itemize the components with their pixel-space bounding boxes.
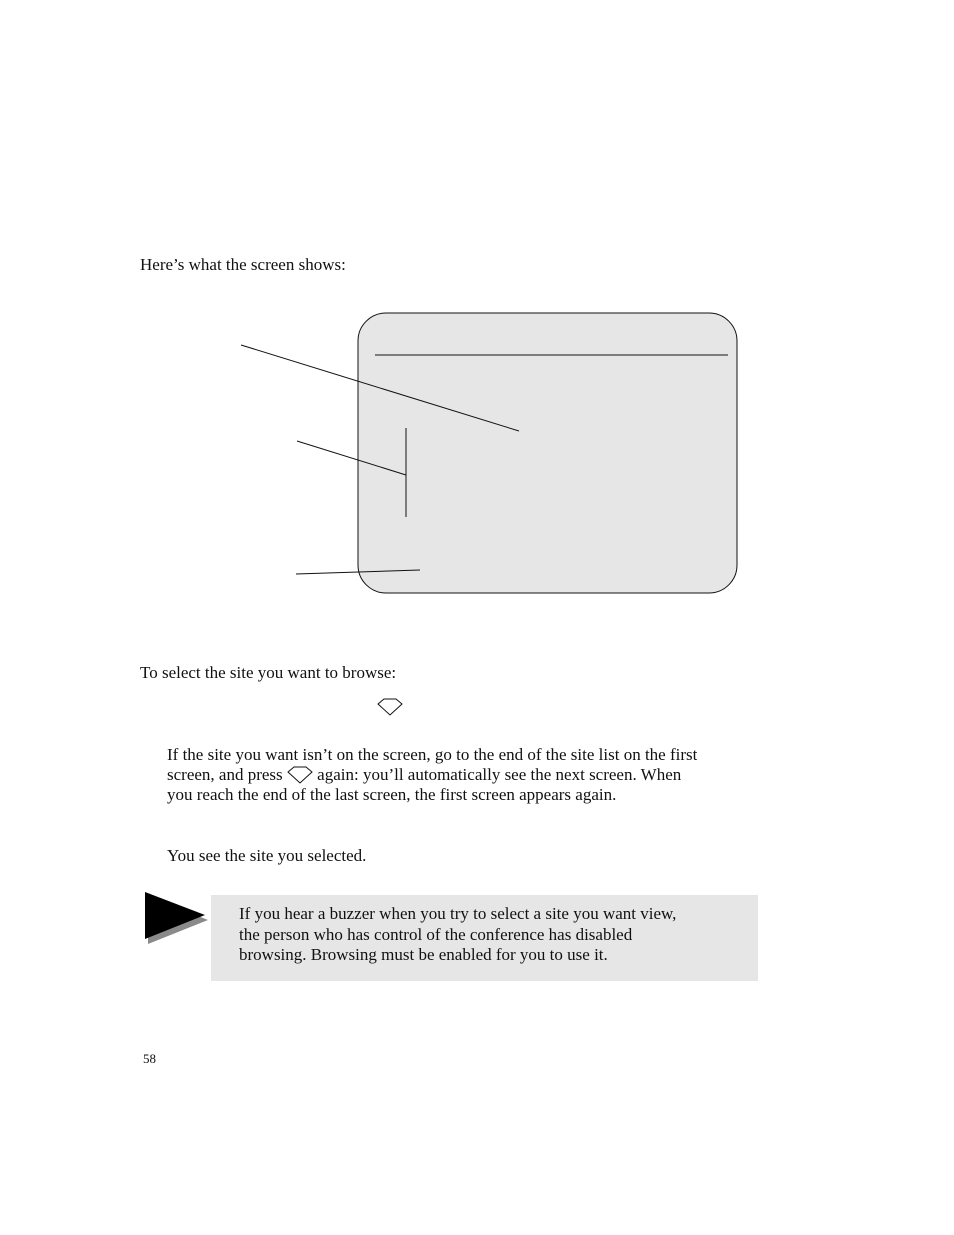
step-one-detail-line2: [167, 765, 681, 785]
note-line3: browsing. Browsing must be enabled for you to use it.: [239, 945, 608, 964]
note-line2: the person who has control of the conference has disabled: [239, 924, 633, 944]
callout-line-top: [241, 345, 519, 431]
callout-line-bottom: [296, 570, 420, 574]
step-one-detail-line2-start: screen, and press: [167, 765, 287, 784]
screen-display: [358, 313, 737, 593]
callout-line-middle: [297, 441, 406, 475]
select-heading: To select the site you want to browse:: [140, 663, 397, 682]
note-arrow-icon: [144, 888, 210, 946]
step-one-detail-line2-end: again: you’ll automatically see the next screen. When: [312, 765, 682, 784]
step-two-result: You see the site you selected.: [167, 846, 367, 865]
intro-text: Here’s what the screen shows:: [140, 255, 346, 274]
page-number: 58: [143, 1051, 156, 1066]
note-box: [211, 895, 758, 981]
note-line1: If you hear a buzzer when you try to select a site you want view,: [239, 904, 677, 923]
step-one-detail-line3: you reach the end of the last screen, the first screen appears again.: [167, 785, 617, 804]
diamond-key-icon: [377, 697, 403, 717]
note-text: [239, 904, 676, 966]
diamond-key-icon: [287, 766, 313, 784]
step-one-detail-line1: If the site you want isn’t on the screen, go to the end of the site list on the first: [167, 745, 698, 764]
